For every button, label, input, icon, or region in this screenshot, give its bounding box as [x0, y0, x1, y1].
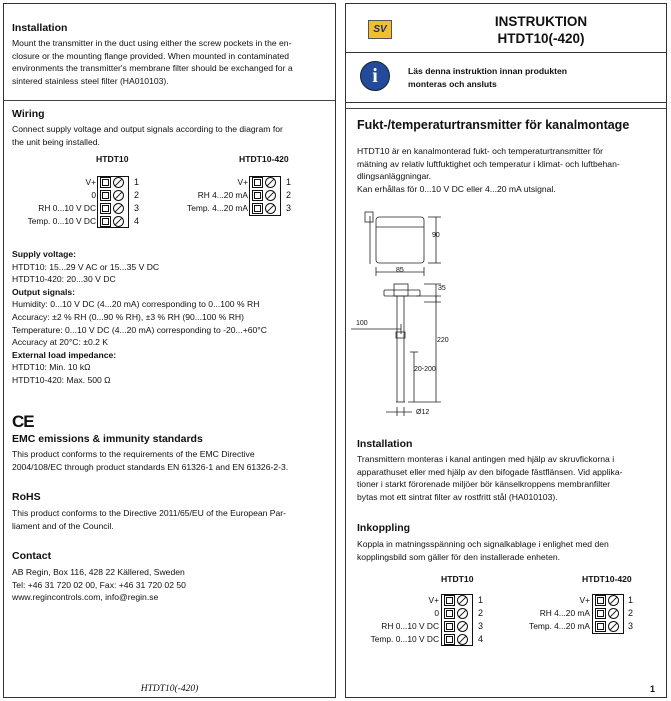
- rohs-title: RoHS: [12, 491, 41, 503]
- installation-title: Installation: [357, 438, 413, 450]
- emc-title: EMC emissions & immunity standards: [12, 433, 203, 445]
- screw-terminal: [443, 620, 471, 634]
- header: [346, 4, 666, 53]
- mounting-flange: [384, 290, 420, 296]
- screw-terminal: [99, 176, 127, 190]
- terminal-number: 3: [134, 203, 140, 213]
- terminal-label: Temp. 4...20 mA: [187, 203, 248, 213]
- terminal-label: V+: [579, 595, 590, 605]
- terminal-number: 2: [478, 608, 484, 618]
- output-signals-title: Output signals:: [12, 286, 76, 297]
- wiring-diagram-title: HTDT10-420: [582, 574, 632, 584]
- supply-voltage-title: Supply voltage:: [12, 249, 76, 259]
- terminal-number: 1: [628, 595, 634, 605]
- screw-terminal: [251, 202, 279, 216]
- terminal-label: V+: [428, 595, 439, 605]
- terminal-label: RH 4...20 mA: [539, 608, 590, 618]
- terminal-number: 4: [478, 634, 484, 644]
- wiring-diagram-htdt10-420: [506, 574, 666, 654]
- wiring-diagram-htdt10-420: [164, 154, 334, 234]
- wiring-diagram-title: HTDT10: [441, 574, 474, 584]
- dimension-label: 35: [438, 285, 446, 292]
- screw-terminal: [443, 607, 471, 621]
- dimension-label: 20-200: [414, 366, 436, 373]
- terminal-label: 0: [91, 190, 96, 200]
- terminal-label: Temp. 4...20 mA: [529, 621, 590, 631]
- dimension-drawing: [346, 202, 466, 424]
- page-number: 1: [650, 684, 656, 694]
- inkoppling-title: Inkoppling: [357, 522, 411, 534]
- contact-title: Contact: [12, 550, 52, 562]
- screw-terminal: [594, 594, 622, 608]
- terminal-label: RH 4...20 mA: [197, 190, 248, 200]
- page-footer: HTDT10(-420): [140, 684, 199, 694]
- wiring-diagram-htdt10: [346, 574, 496, 654]
- dimension-label: 220: [437, 337, 449, 344]
- language-badge: SV: [368, 20, 392, 39]
- contact-text: AB Regin, Box 116, 428 22 Källered, Sweden Tel: +46 31 720 02 00, Fax: +46 31 720 02 50 www.regincontrols.com, info@regin.se: [12, 567, 186, 603]
- terminal-label: Temp. 0...10 V DC: [27, 216, 96, 226]
- terminal-number: 1: [286, 177, 292, 187]
- cable-gland: [365, 212, 373, 222]
- dimension-label: Ø12: [416, 409, 430, 416]
- divider: [346, 108, 666, 109]
- screw-terminal: [443, 633, 471, 647]
- terminal-label: Temp. 0...10 V DC: [370, 634, 439, 644]
- screw-terminal: [594, 620, 622, 634]
- divider: [4, 100, 335, 101]
- installation-title: Installation: [12, 22, 68, 34]
- terminal-label: V+: [85, 177, 96, 187]
- terminal-number: 3: [628, 621, 634, 631]
- terminal-label: 0: [434, 608, 439, 618]
- load-impedance-title: External load impedance:: [12, 349, 117, 360]
- terminal-label: V+: [237, 177, 248, 187]
- wiring-diagram-htdt10: [4, 154, 154, 234]
- terminal-number: 2: [628, 608, 634, 618]
- rohs-text: This product conforms to the Directive 2011/65/EU of the European Par- liament and of the Council.: [12, 508, 287, 531]
- wiring-text: Connect supply voltage and output signals according to the diagram for the unit being installed.: [12, 124, 283, 147]
- terminal-number: 1: [478, 595, 484, 605]
- screw-terminal: [251, 176, 279, 190]
- terminal-number: 3: [286, 203, 292, 213]
- screw-terminal: [99, 215, 127, 229]
- contact-links[interactable]: www.regincontrols.com, info@regin.se: [12, 592, 159, 603]
- screw-terminal: [443, 594, 471, 608]
- dimension-label: 90: [432, 232, 440, 239]
- wiring-title: Wiring: [12, 108, 45, 120]
- left-column: [3, 3, 336, 698]
- housing-outline: [376, 217, 424, 263]
- wiring-diagram-title: HTDT10: [96, 154, 129, 164]
- dimension-label: 100: [356, 320, 368, 327]
- info-icon: i: [360, 61, 390, 91]
- info-notice: [346, 52, 666, 103]
- screw-terminal: [594, 607, 622, 621]
- terminal-label: RH 0...10 V DC: [38, 203, 96, 213]
- terminal-number: 4: [134, 216, 140, 226]
- screw-terminal: [251, 189, 279, 203]
- screw-terminal: [99, 189, 127, 203]
- document-title: INSTRUKTION HTDT10(-420): [494, 14, 588, 46]
- right-column: [345, 3, 667, 698]
- terminal-label: RH 0...10 V DC: [381, 621, 439, 631]
- wiring-diagram-title: HTDT10-420: [239, 154, 289, 164]
- terminal-number: 2: [134, 190, 140, 200]
- installation-text: Transmittern monteras i kanal antingen med hjälp av skruvfickorna i apparathuset eller med hjälp av den bifogade fästflänsen. Vid applika- tioner i starkt förorenade miljöer bör känselkroppens membranfilter bytas mot ett sintrat filter av rostfritt stål (HA010103).: [357, 454, 623, 502]
- intro-text: HTDT10 är en kanalmonterad fukt- och temperaturtransmitter för mätning av relativ luftfuktighet och temperatur i klimat- och luftbehan- dlingsanläggningar. Kan erhållas för 0...10 V DC eller 4...20 mA utsignal.: [357, 146, 620, 194]
- specifications: Supply voltage: HTDT10: 15...29 V AC or 15...35 V DC HTDT10-420: 20...30 V DC Output signals: Humidity: 0...10 V DC (4...20 mA) corresponding to 0...100 % RH Accuracy: ±2 % RH (0...90 % RH), ±3 % RH (90...100 % RH) Temperature: 0...10 V DC (4...20 mA) corresponding to -20...+60°C Accuracy at 20°C: ±0.2 K External load impedance: HTDT10: Min. 10 kΩ HTDT10-420: Max. 500 Ω: [12, 249, 267, 385]
- emc-text: This product conforms to the requirements of the EMC Directive 2004/108/EC through product standards EN 61326-1 and EN 61326-2-3.: [12, 449, 289, 472]
- main-title: Fukt-/temperaturtransmitter för kanalmontage: [357, 118, 630, 132]
- terminal-number: 2: [286, 190, 292, 200]
- installation-text: Mount the transmitter in the duct using either the screw pockets in the en- closure or the mounting flange provided. When mounted in contaminated environments the transmitter's membrane filter should be exchanged for a sintered stainless steel filter (HA010103).: [12, 38, 293, 86]
- screw-terminal: [99, 202, 127, 216]
- inkoppling-text: Koppla in matningsspänning och signalkablage i enlighet med den kopplingsbild som gäller för den installerade enheten.: [357, 539, 609, 562]
- dimension-label: 85: [396, 267, 404, 274]
- terminal-number: 1: [134, 177, 140, 187]
- terminal-number: 3: [478, 621, 484, 631]
- ce-mark: CE: [12, 412, 34, 431]
- info-text: Läs denna instruktion innan produkten monteras och ansluts: [408, 66, 567, 89]
